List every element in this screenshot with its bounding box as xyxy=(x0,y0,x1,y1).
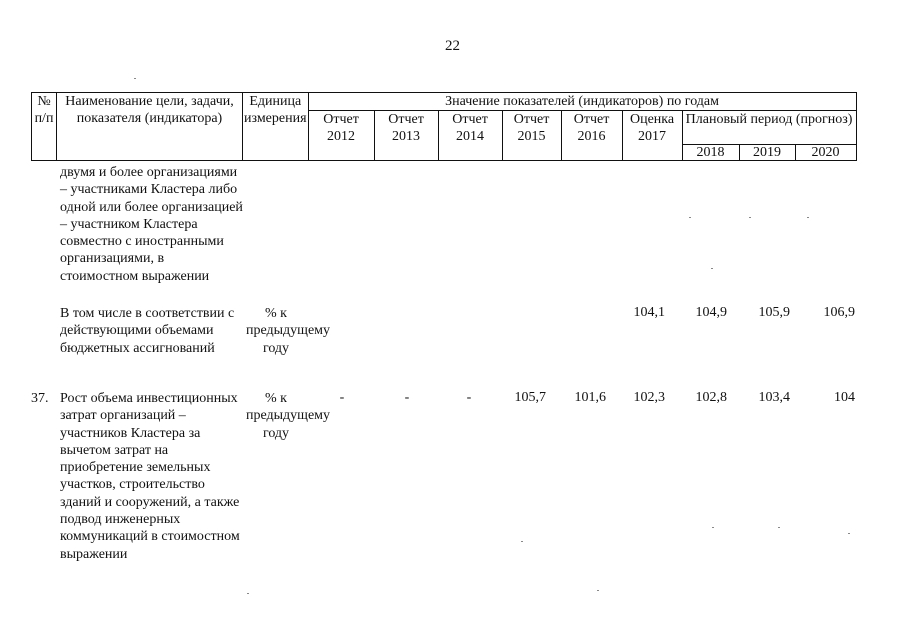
header-year-kind: Отчет xyxy=(323,112,359,127)
scan-speck xyxy=(711,268,713,269)
header-year-kind: Отчет xyxy=(573,112,610,127)
row-name: Рост объема инвестиционных затрат организаций – участников Кластера за вычетом затрат на приобретение земельных участков, строительство зданий и сооружений, а также подвод инженерных коммуникаций в стоимостном выражении xyxy=(60,391,240,562)
page-number: 22 xyxy=(445,38,460,54)
header-year: 2015 xyxy=(517,129,546,144)
row-number: 37. xyxy=(31,391,49,406)
header-year: 2014 xyxy=(456,129,485,144)
row-value-2012: - xyxy=(339,390,345,405)
row-value-2015: 105,7 xyxy=(514,390,546,405)
header-year: 2012 xyxy=(327,129,356,144)
row-value-2019: 105,9 xyxy=(758,305,790,320)
scan-speck xyxy=(749,217,751,218)
row-value-2017: 104,1 xyxy=(633,305,665,320)
row-value-2020: 106,9 xyxy=(823,305,855,320)
header-year-col xyxy=(374,111,438,161)
row-value-2018: 104,9 xyxy=(695,305,727,320)
row-unit: % к предыдущему году xyxy=(246,391,331,441)
header-num: № п/п xyxy=(32,93,57,161)
scan-speck xyxy=(848,533,850,534)
row-unit: % к предыдущему году xyxy=(246,306,331,356)
header-year-kind: Отчет xyxy=(513,112,550,127)
header-unit: Единица измерения xyxy=(243,93,309,161)
header-year: 2017 xyxy=(638,129,667,144)
header-year-col xyxy=(308,111,374,161)
row-value-2014: - xyxy=(466,390,472,405)
header-year-col xyxy=(438,111,502,161)
row-value-2019: 103,4 xyxy=(758,390,790,405)
scan-speck xyxy=(807,217,809,218)
header-year: 2016 xyxy=(577,129,606,144)
row-name: В том числе в соответствии с действующими объемами бюджетных ассигнований xyxy=(60,306,235,356)
header-plan-year: 2018 xyxy=(682,145,739,161)
row-value-2017: 102,3 xyxy=(633,390,665,405)
row-value-2013: - xyxy=(404,390,410,405)
header-name: Наименование цели, задачи, показателя (индикатора) xyxy=(57,93,243,161)
header-plan-period: Плановый период (прогноз) xyxy=(682,111,856,145)
header-year-kind: Оценка xyxy=(629,112,675,127)
header-values-group: Значение показателей (индикаторов) по годам xyxy=(308,93,856,111)
header-year-kind: Отчет xyxy=(452,112,488,127)
header-plan-year: 2019 xyxy=(739,145,795,161)
row-value-2016: 101,6 xyxy=(574,390,606,405)
header-year-col xyxy=(502,111,561,161)
scan-speck xyxy=(712,527,714,528)
scan-speck xyxy=(597,590,599,591)
table-header xyxy=(31,92,857,161)
header-year-kind: Отчет xyxy=(388,112,424,127)
scan-speck xyxy=(247,593,249,594)
scan-speck xyxy=(521,541,523,542)
scan-speck xyxy=(689,217,691,218)
row-value-2018: 102,8 xyxy=(695,390,727,405)
continued-indicator-text: двумя и более организациями – участниками Кластера либо одной или более организацией – участником Кластера совместно с иностранными организациями, в стоимостном выражении xyxy=(60,165,243,284)
header-plan-year: 2020 xyxy=(795,145,856,161)
header-year-col xyxy=(561,111,622,161)
header-year-col xyxy=(622,111,682,161)
header-year: 2013 xyxy=(392,129,421,144)
row-value-2020: 104 xyxy=(834,390,855,405)
scan-speck xyxy=(778,527,780,528)
scan-speck xyxy=(134,78,136,79)
